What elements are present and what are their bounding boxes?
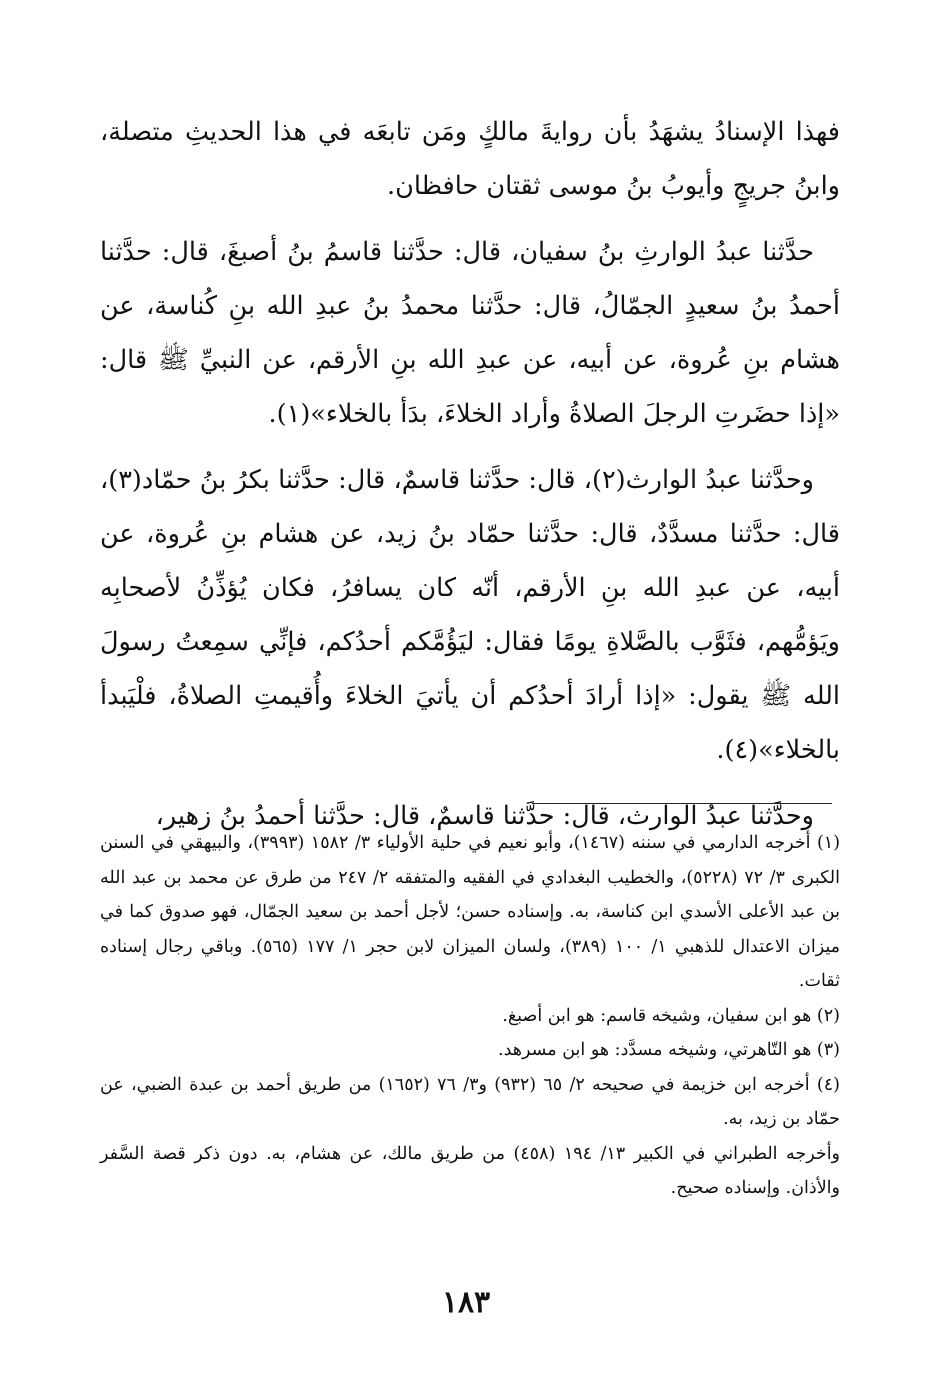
- footnotes: [100, 826, 840, 1206]
- paragraph-1: فهذا الإسنادُ يشهَدُ بأن روايةَ مالكٍ ومَن تابعَه في هذا الحديثِ متصلة، وابنُ جريجٍ وأيوبُ بنُ موسى ثقتان حافظان.: [100, 117, 840, 201]
- paragraph-4: وحدَّثنا عبدُ الوارث، قال: حدَّثنا قاسمٌ، قال: حدَّثنا أحمدُ بنُ زهير،: [155, 801, 814, 831]
- footnote-4: (٤) أخرجه ابن خزيمة في صحيحه ٢/ ٦٥ (٩٣٢) و٣/ ٧٦ (١٦٥٢) من طريق أحمد بن عبدة الضبي، عن حمّاد بن زيد، به.: [100, 1074, 840, 1129]
- page-number: ١٨٣: [441, 1285, 491, 1320]
- footnote-3: (٣) هو التّاهرتي، وشيخه مسدَّد: هو ابن مسرهد.: [498, 1040, 840, 1060]
- footnote-divider: [532, 803, 832, 804]
- paragraph-2: حدَّثنا عبدُ الوارثِ بنُ سفيان، قال: حدَّثنا قاسمُ بنُ أصبغَ، قال: حدَّثنا أحمدُ بنُ سعيدٍ الجمّالُ، قال: حدَّثنا محمدُ بنُ عبدِ الله بنِ كُناسة، عن هشام بنِ عُروة، عن أبيه، عن عبدِ الله بنِ الأرقم، عن النبيِّ ﷺ قال: «إذا حضَرتِ الرجلَ الصلاةُ وأراد الخلاءَ، بدَأ بالخلاء»(١).: [100, 237, 840, 429]
- footnote-4-continued: وأخرجه الطبراني في الكبير ١٣/ ١٩٤ (٤٥٨) من طريق مالك، عن هشام، به. دون ذكر قصة السَّفر والأذان. وإسناده صحيح.: [100, 1143, 841, 1198]
- footnote-1: (١) أخرجه الدارمي في سننه (١٤٦٧)، وأبو نعيم في حلية الأولياء ٣/ ١٥٨٢ (٣٩٩٣)، والبيهقي في السنن الكبرى ٣/ ٧٢ (٥٢٢٨)، والخطيب البغدادي في الفقيه والمتفقه ٢/ ٢٤٧ من طرق عن محمد بن عبد الله بن عبد الأعلى الأسدي ابن كناسة، به. وإسناده حسن؛ لأجل أحمد بن سعيد الجمّال، فهو صدوق كما في ميزان الاعتدال للذهبي ١/ ١٠٠ (٣٨٩)، ولسان الميزان لابن حجر ١/ ١٧٧ (٥٦٥). وباقي رجال إسناده ثقات.: [100, 833, 841, 991]
- paragraph-3: وحدَّثنا عبدُ الوارث(٢)، قال: حدَّثنا قاسمٌ، قال: حدَّثنا بكرُ بنُ حمّاد(٣)، قال: حدَّثنا مسدَّدٌ، قال: حدَّثنا حمّاد بنُ زيد، عن هشام بنِ عُروة، عن أبيه، عن عبدِ الله بنِ الأرقم، أنّه كان يسافرُ، فكان يُؤذِّنُ لأصحابِه ويَؤمُّهم، فثَوَّب بالصَّلاةِ يومًا فقال: ليَؤُمَّكم أحدُكم، فإنِّي سمِعتُ رسولَ الله ﷺ يقول: «إذا أرادَ أحدُكم أن يأتيَ الخلاءَ وأُقيمتِ الصلاةُ، فلْيَبدأ بالخلاء»(٤).: [100, 465, 840, 765]
- main-text: [100, 105, 840, 855]
- footnote-2: (٢) هو ابن سفيان، وشيخه قاسم: هو ابن أصبغ.: [502, 1005, 840, 1026]
